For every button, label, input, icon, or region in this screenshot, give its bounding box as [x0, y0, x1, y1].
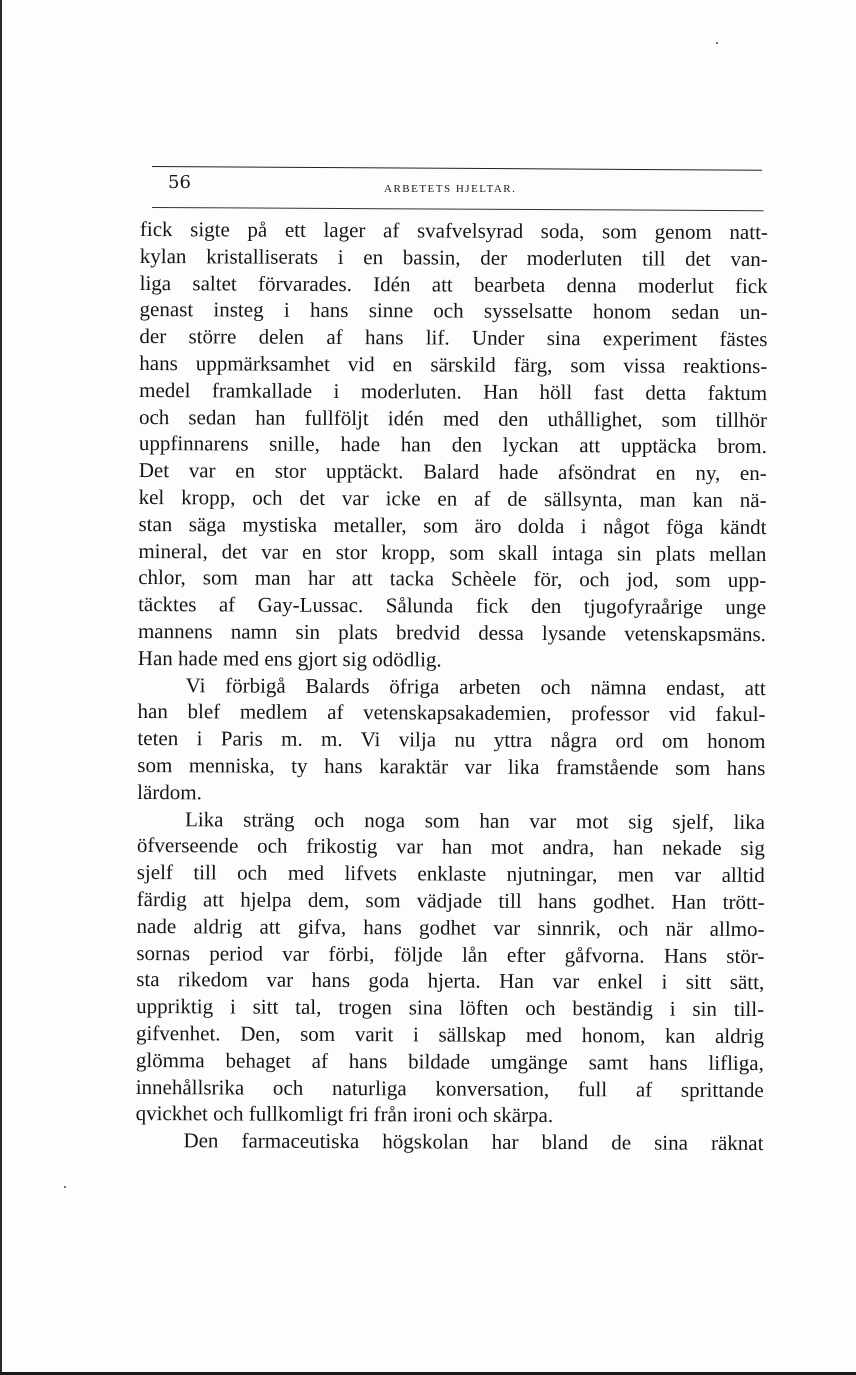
text-line: kel kropp, och det var icke en af de sällsynta, man kan nä-	[138, 484, 767, 513]
header-rule-top	[152, 166, 762, 171]
text-line: mineral, det var en stor kropp, som skall intaga sin plats mellan	[138, 538, 767, 566]
text-line: gifvenhet. Den, som varit i sällskap med honom, kan aldrig	[135, 1020, 765, 1048]
text-line: liga saltet förvarades. Idén att bearbeta denna moderlut fick	[139, 270, 768, 298]
text-line: uppriktig i sitt tal, trogen sina löften och beständig i sin till-	[136, 994, 765, 1022]
header-rule-bottom	[152, 207, 764, 211]
text-line-paragraph-start: Lika sträng och noga som han var mot sig sjelf, lika	[184, 806, 766, 834]
text-line-paragraph-start: Den farmaceutiska högskolan har bland de sina räknat	[183, 1128, 764, 1156]
text-line: mannens namn sin plats bredvid dessa lysande vetenskapsmäns.	[137, 618, 767, 647]
text-line: glömma behaget af hans bildade umgänge samt hans lifliga,	[135, 1047, 764, 1075]
text-line-paragraph-end: lärdom.	[137, 779, 202, 805]
scan-edge-left	[0, 0, 2, 1375]
text-line: Det var en stor upptäckt. Balard hade afsöndrat en ny, en-	[138, 458, 767, 486]
text-line: innehållsrika och naturliga konversation, full af sprittande	[135, 1074, 764, 1102]
body-text	[135, 216, 768, 1157]
text-line-paragraph-end: qvickhet och fullkomligt fri från ironi och skärpa.	[135, 1101, 554, 1128]
text-line: och sedan han fullföljt idén med den uthållighet, som tillhör	[138, 404, 768, 432]
text-line: chlor, som man har att tacka Schèele för, och jod, som upp-	[138, 565, 767, 593]
text-line: sornas period var förbi, följde lån efter gåfvorna. Hans stör-	[136, 940, 765, 968]
scan-speck	[64, 1186, 66, 1188]
text-line-paragraph-start: Vi förbigå Balards öfriga arbeten och nämna endast, att	[185, 672, 766, 700]
running-head: ARBETETS HJELTAR.	[384, 183, 517, 195]
text-line: som menniska, ty hans karaktär var lika framstående som hans	[137, 752, 766, 780]
text-line: nade aldrig att gifva, hans godhet var sinnrik, och när allmo-	[136, 913, 765, 941]
scan-speck	[716, 42, 718, 44]
text-line: sjelf till och med lifvets enklaste njutningar, men var alltid	[136, 860, 765, 888]
text-line: uppfinnarens snille, hade han den lyckan att upptäcka brom.	[138, 431, 767, 459]
text-line: täcktes af Gay-Lussac. Sålunda fick den tjugofyraårige unge	[138, 592, 767, 620]
text-line-paragraph-end: Han hade med ens gjort sig odödlig.	[137, 645, 442, 672]
text-line: färdig att hjelpa dem, som vädjade till hans godhet. Han trött-	[136, 886, 765, 914]
text-line: hans uppmärksamhet vid en särskild färg, som vissa reaktions-	[139, 350, 768, 379]
text-line: medel framkallade i moderluten. Han höll fast detta faktum	[139, 377, 768, 405]
text-line: teten i Paris m. m. Vi vilja nu yttra några ord om honom	[137, 726, 766, 754]
text-line: kylan kristalliserats i en bassin, der moderluten till det van-	[139, 243, 768, 271]
text-line: stan säga mystiska metaller, som äro dolda i något föga kändt	[138, 511, 767, 539]
text-line: fick sigte på ett lager af svafvelsyrad soda, som genom natt-	[139, 216, 768, 245]
page-number: 56	[168, 172, 191, 193]
text-line: han blef medlem af vetenskapsakademien, professor vid fakul-	[137, 699, 766, 727]
text-line: sta rikedom var hans goda hjerta. Han var enkel i sitt sätt,	[136, 967, 765, 995]
text-line: öfverseende och frikostig var han mot andra, han nekade sig	[136, 833, 765, 861]
text-line: der större delen af hans lif. Under sina experiment fästes	[139, 324, 768, 352]
text-line: genast insteg i hans sinne och sysselsatte honom sedan un-	[139, 297, 768, 325]
